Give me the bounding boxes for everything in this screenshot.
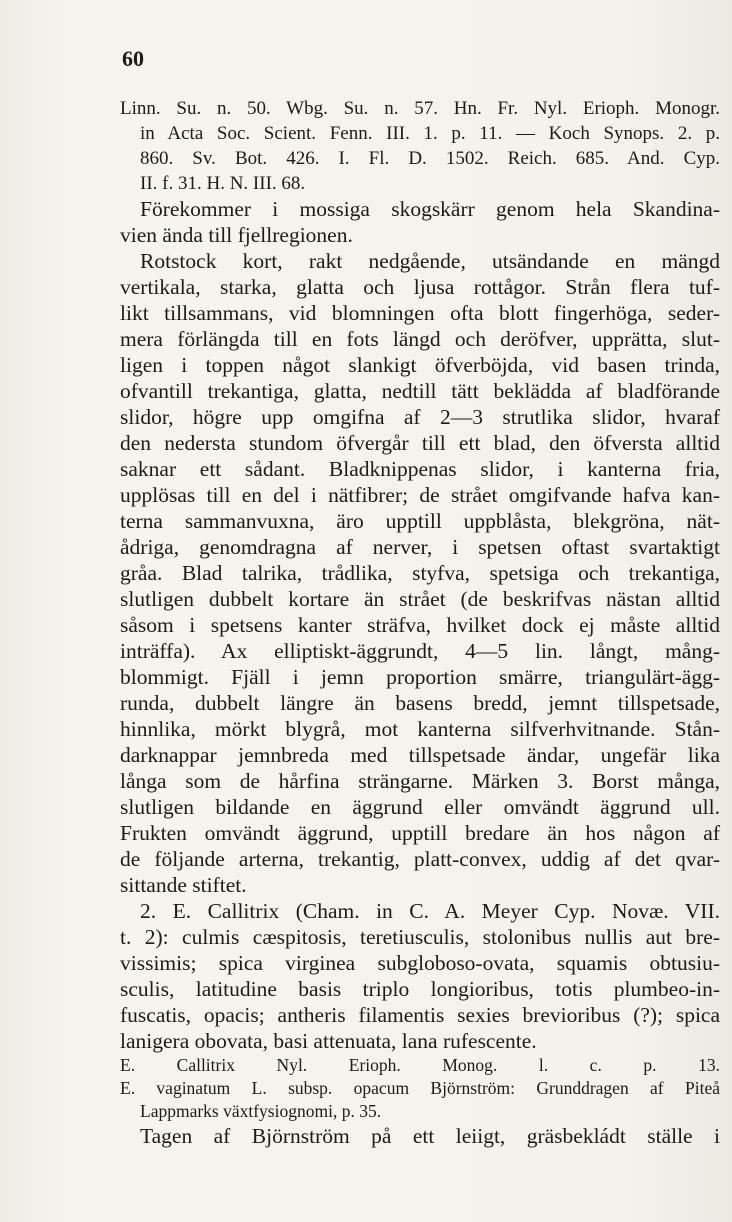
text-line: ofvantill trekantiga, glatta, nedtill tätt beklädda af bladförande: [120, 379, 720, 403]
reference-line: in Acta Soc. Scient. Fenn. III. 1. p. 11. — Koch Synops. 2. p.: [140, 123, 720, 144]
text-line: Förekommer i mossiga skogskärr genom hela Skandina-: [140, 197, 720, 221]
text-line: terna sammanvuxna, äro upptill uppblåsta, blekgröna, nät-: [120, 509, 720, 533]
text-line: upplösas till en del i nätfibrer; de strået omgifvande hafva kan-: [120, 483, 720, 507]
reference-line: 860. Sv. Bot. 426. I. Fl. D. 1502. Reich. 685. And. Cyp.: [140, 148, 720, 169]
text-line: sittande stiftet.: [120, 873, 247, 897]
text-line: saknar ett sådant. Bladknippenas slidor, i kanterna fria,: [120, 457, 720, 481]
text-line: ådriga, genomdragna af nerver, i spetsen oftast svartaktigt: [120, 535, 720, 559]
text-line: långa som de hårfina strängarne. Märken 3. Borst många,: [120, 769, 720, 793]
text-line: gråa. Blad talrika, trådlika, styfva, spetsiga och trekantiga,: [120, 561, 720, 585]
text-line: inträffa). Ax elliptiskt-äggrundt, 4—5 lin. långt, mång-: [120, 639, 720, 663]
text-line: mera förlängda till en fots längd och deröfver, upprätta, slut-: [120, 327, 720, 351]
text-line: sculis, latitudine basis triplo longioribus, totis plumbeo-in-: [120, 977, 720, 1001]
text-line: vertikala, starka, glatta och ljusa rottågor. Strån flera tuf-: [120, 275, 720, 299]
text-line: lanigera obovata, basi attenuata, lana rufescente.: [120, 1029, 537, 1053]
text-line: darknappar jemnbreda med tillspetsade ändar, ungefär lika: [120, 743, 720, 767]
text-line: slutligen bildande en äggrund eller omvändt äggrund ull.: [120, 795, 720, 819]
text-line: runda, dubbelt längre än basens bredd, jemnt tillspetsade,: [120, 691, 720, 715]
text-line: slutligen dubbelt kortare än strået (de beskrifvas nästan alltid: [120, 587, 720, 611]
text-line: slidor, högre upp omgifna af 2—3 strutlika slidor, hvaraf: [120, 405, 720, 429]
text-line: t. 2): culmis cæspitosis, teretiusculis, stolonibus nullis aut bre-: [120, 925, 720, 949]
text-line: såsom i spetsens kanter sträfva, hvilket dock ej måste alltid: [120, 613, 720, 637]
reference-line: E. Callitrix Nyl. Erioph. Monog. l. c. p. 13.: [120, 1055, 720, 1075]
reference-line: E. vaginatum L. subsp. opacum Björnström: Grunddragen af Piteå: [120, 1078, 720, 1098]
text-line: Frukten omvändt äggrund, upptill bredare än hos någon af: [120, 821, 720, 845]
species-heading-line: 2. E. Callitrix (Cham. in C. A. Meyer Cyp. Novæ. VII.: [140, 899, 720, 923]
text-line: blommigt. Fjäll i jemn proportion smärre, triangulärt-ägg-: [120, 665, 720, 689]
text-line: de följande arterna, trekantig, platt-convex, uddig af det qvar-: [120, 847, 720, 871]
reference-line: II. f. 31. H. N. III. 68.: [140, 173, 306, 194]
text-line: ligen i toppen något slankigt öfverböjda, vid basen trinda,: [120, 353, 720, 377]
text-line: fuscatis, opacis; antheris filamentis sexies brevioribus (?); spica: [120, 1003, 720, 1027]
text-line: hinnlika, mörkt blygrå, mot kanterna silfverhvitnande. Stån-: [120, 717, 720, 741]
reference-line: Linn. Su. n. 50. Wbg. Su. n. 57. Hn. Fr. Nyl. Erioph. Monogr.: [120, 98, 720, 119]
text-line: den nedersta stundom öfvergår till ett blad, den öfversta alltid: [120, 431, 720, 455]
text-line: vissimis; spica virginea subgloboso-ovata, squamis obtusiu-: [120, 951, 720, 975]
page-number: 60: [122, 46, 144, 71]
text-line: vien ända till fjellregionen.: [120, 223, 353, 247]
body-text: [120, 96, 720, 1149]
reference-line: Lappmarks växtfysiognomi, p. 35.: [140, 1101, 382, 1121]
text-line: Tagen af Björnström på ett leiigt, gräsbekládt ställe i: [140, 1124, 720, 1148]
text-line: Rotstock kort, rakt nedgående, utsändande en mängd: [140, 249, 720, 273]
text-line: likt tillsammans, vid blomningen ofta blott fingerhöga, seder-: [120, 301, 720, 325]
